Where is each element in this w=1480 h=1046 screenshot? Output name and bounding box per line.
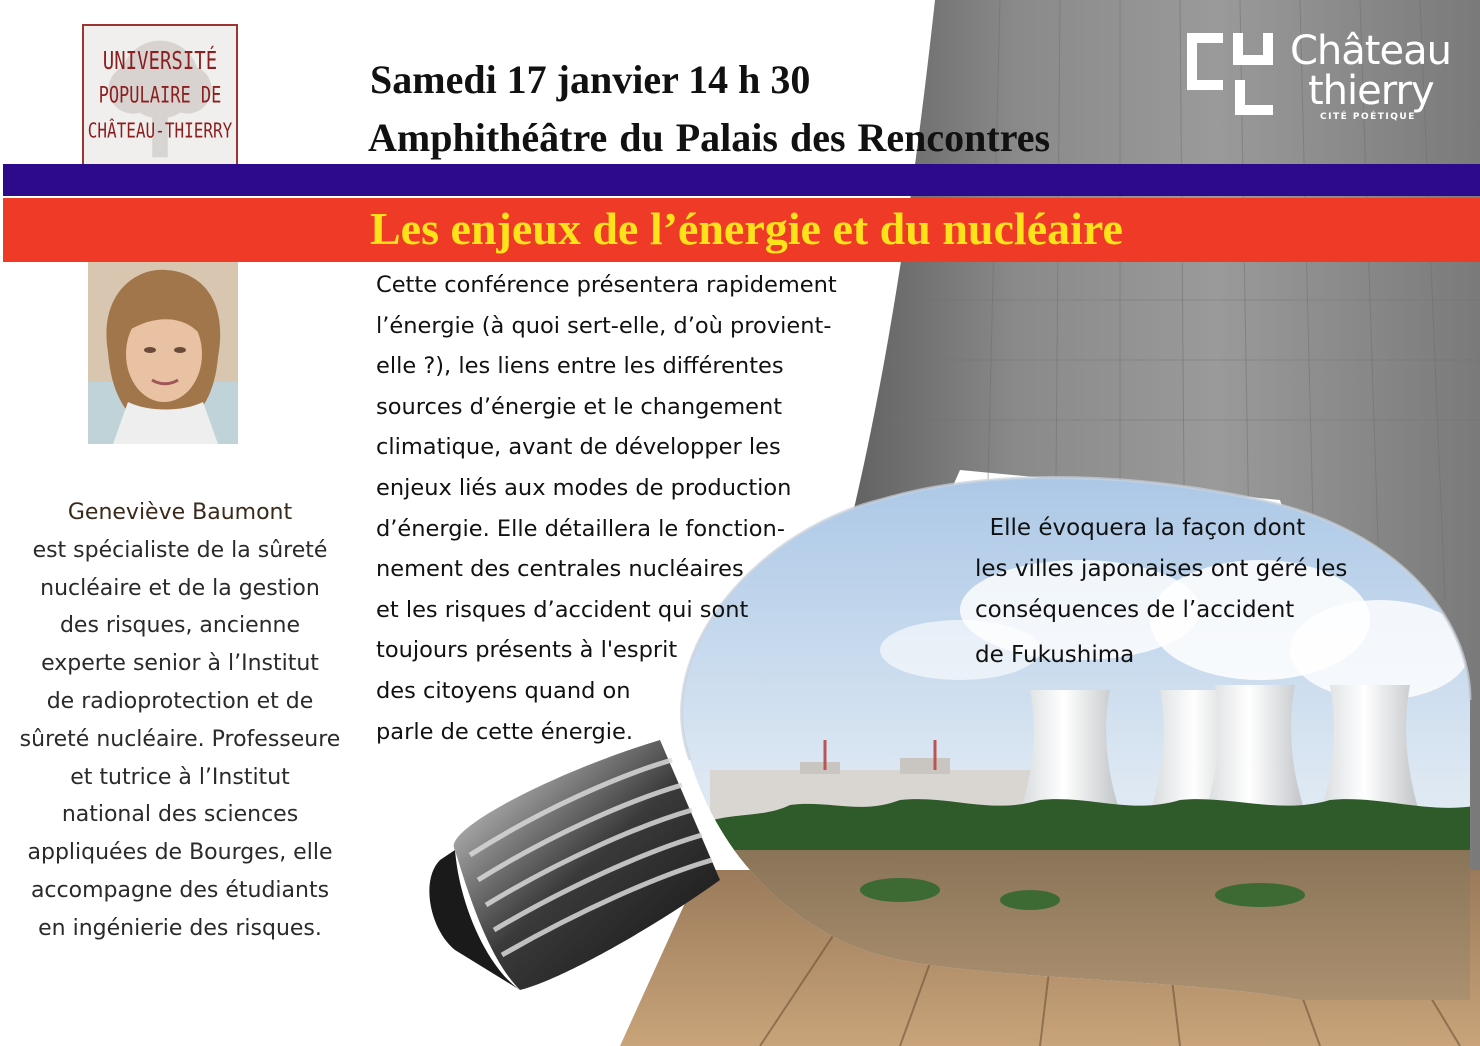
logo-line-1: UNIVERSITÉ: [102, 46, 218, 76]
bio-line: en ingénierie des risques.: [38, 915, 322, 941]
description-line: parle de cette énergie.: [376, 718, 634, 745]
bio-line: appliquées de Bourges, elle: [27, 840, 333, 866]
bio-line: sûreté nucléaire. Professeure: [19, 726, 341, 752]
city-name-line-1: Château: [1290, 28, 1451, 74]
portrait-image: [88, 262, 238, 444]
description-line: sources d’énergie et le changement: [376, 393, 783, 420]
bio-line: accompagne des étudiants: [30, 877, 330, 903]
event-date: Samedi 17 janvier 14 h 30: [370, 57, 811, 102]
note-line: de Fukushima: [975, 642, 1135, 668]
logo-line-2: POPULAIRE DE: [98, 83, 222, 109]
speaker-portrait: [88, 262, 238, 444]
bio-line: experte senior à l’Institut: [41, 651, 319, 677]
note-line: les villes japonaises ont géré les: [975, 556, 1348, 582]
description-line: elle ?), les liens entre les différentes: [376, 353, 784, 380]
description-line: climatique, avant de développer les: [376, 434, 781, 461]
bio-line: Geneviève Baumont: [67, 500, 293, 525]
fukushima-note: [975, 508, 1347, 676]
bio-line: nucléaire et de la gestion: [40, 575, 320, 601]
description-line: l’énergie (à quoi sert-elle, d’où provient-: [376, 312, 832, 339]
speaker-bio: [0, 494, 360, 948]
city-name-line-2: thierry: [1308, 68, 1434, 114]
bio-line: national des sciences: [61, 802, 299, 828]
bio-line: de radioprotection et de: [46, 688, 314, 714]
bio-line: et tutrice à l’Institut: [70, 764, 290, 790]
bio-line: est spécialiste de la sûreté: [32, 537, 328, 563]
description-line: nement des centrales nucléaires: [376, 556, 744, 583]
description-line: enjeux liés aux modes de production: [376, 474, 792, 501]
conference-title: Les enjeux de l’énergie et du nucléaire: [370, 203, 1123, 254]
note-line: conséquences de l’accident: [975, 597, 1295, 623]
conference-description: [376, 265, 837, 752]
description-line: Cette conférence présentera rapidement: [376, 272, 837, 298]
blue-band: [3, 164, 1480, 196]
note-line: Elle évoquera la façon dont: [975, 515, 1306, 541]
logo-line-3: CHÂTEAU-THIERRY: [87, 118, 233, 143]
city-tagline: CITÉ POÉTIQUE: [1320, 112, 1416, 122]
event-venue: Amphithéâtre du Palais des Rencontres: [368, 115, 1051, 160]
description-line: d’énergie. Elle détaillera le fonction-: [376, 515, 785, 542]
university-logo: [82, 24, 238, 172]
bio-line: des risques, ancienne: [59, 613, 301, 639]
city-emblem-icon: [1180, 30, 1280, 120]
description-line: des citoyens quand on: [376, 677, 631, 704]
description-line: toujours présents à l'esprit: [376, 637, 678, 664]
chateau-thierry-logo: [1180, 28, 1470, 128]
description-line: et les risques d’accident qui sont: [376, 596, 749, 623]
